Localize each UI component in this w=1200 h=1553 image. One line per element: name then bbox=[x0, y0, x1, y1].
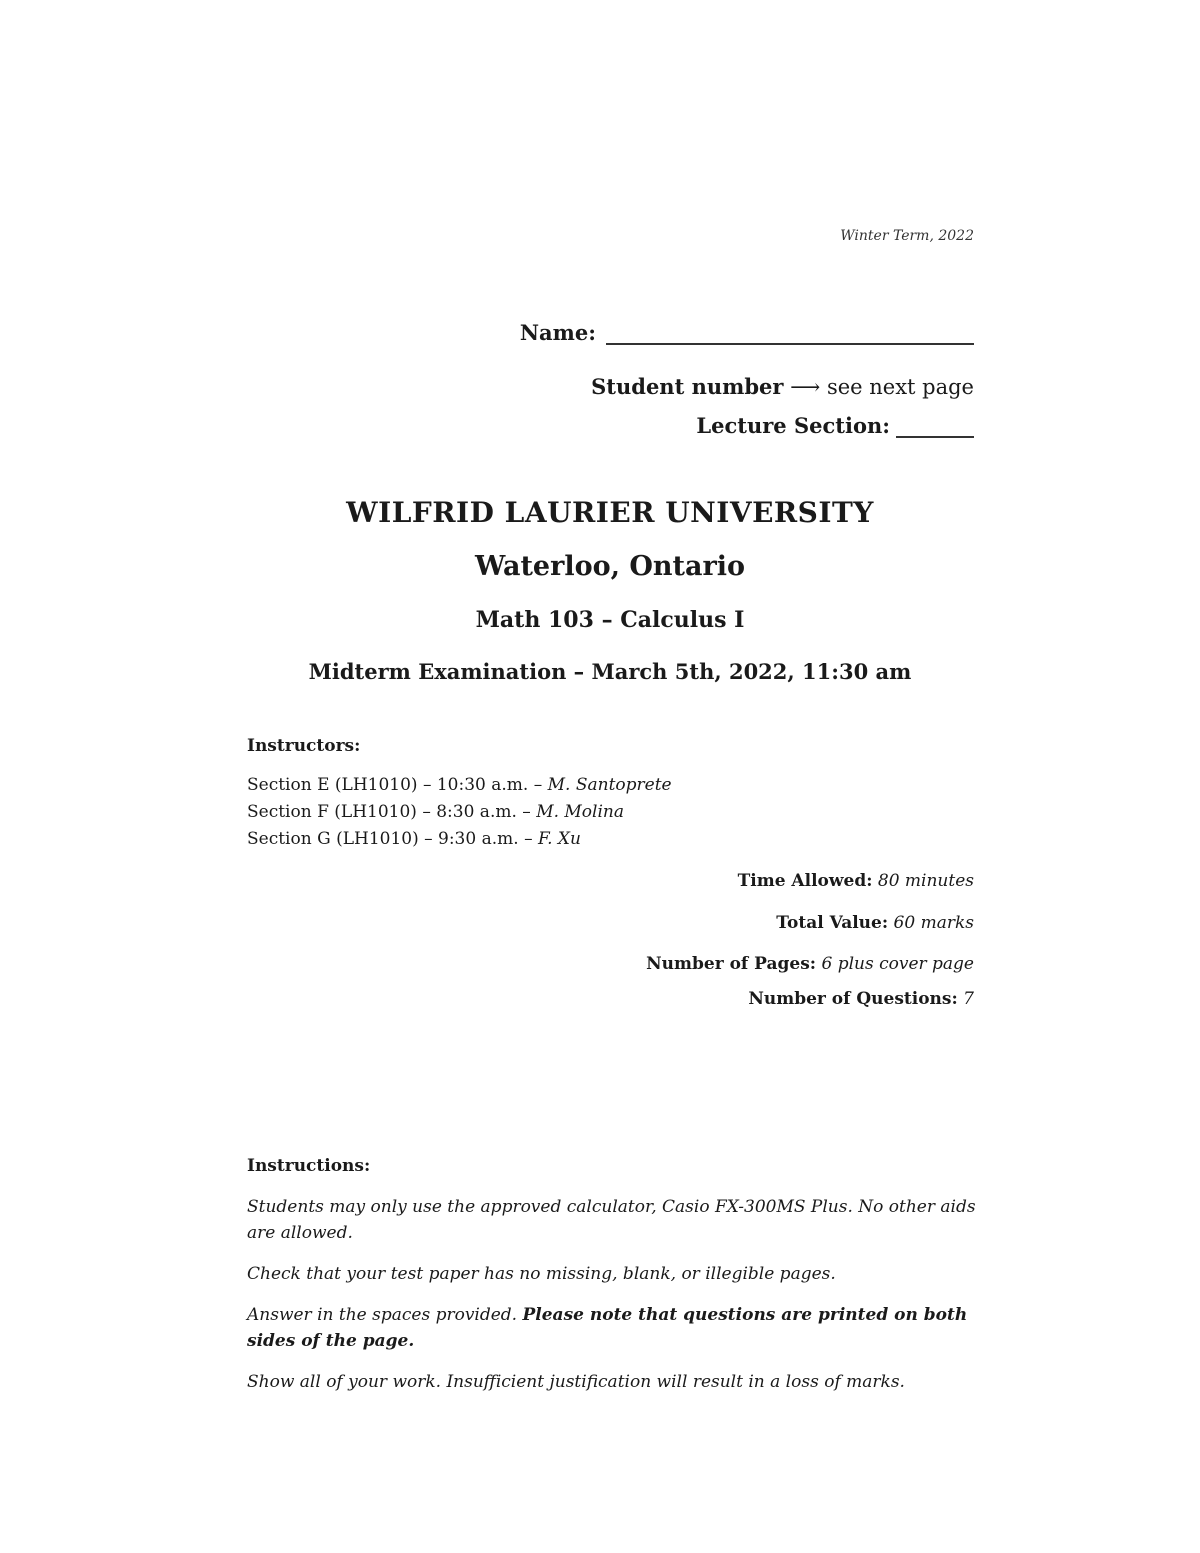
total-value-value: 60 marks bbox=[893, 913, 974, 933]
section-f-row bbox=[247, 799, 672, 826]
name-blank-line[interactable] bbox=[606, 323, 974, 345]
section-g-instructor: F. Xu bbox=[537, 829, 581, 849]
lecture-section-field bbox=[696, 413, 974, 438]
instruction-answer-spaces bbox=[247, 1302, 977, 1354]
instruction-answer-bold: Please note that questions are printed on both sides of the page. bbox=[247, 1305, 968, 1351]
instruction-answer-plain: Answer in the spaces provided. bbox=[247, 1305, 523, 1325]
section-e-text: Section E (LH1010) – 10:30 a.m. – bbox=[247, 775, 548, 795]
instruction-check-pages: Check that your test paper has no missing, blank, or illegible pages. bbox=[247, 1264, 836, 1284]
section-e-row bbox=[247, 772, 672, 799]
term-label: Winter Term, 2022 bbox=[840, 228, 974, 244]
instructor-sections-list bbox=[247, 772, 672, 853]
name-label: Name: bbox=[519, 320, 596, 345]
section-e-instructor: M. Santoprete bbox=[547, 775, 672, 795]
course-title: Math 103 – Calculus I bbox=[475, 607, 745, 633]
section-f-text: Section F (LH1010) – 8:30 a.m. – bbox=[247, 802, 537, 822]
lecture-section-blank-line[interactable] bbox=[896, 418, 974, 438]
number-of-questions-row bbox=[748, 989, 974, 1009]
instructors-heading: Instructors: bbox=[247, 736, 361, 756]
number-of-questions-value: 7 bbox=[963, 989, 974, 1009]
arrow-icon: ⟶ bbox=[790, 375, 821, 399]
student-number-label: Student number bbox=[591, 374, 784, 399]
lecture-section-label: Lecture Section: bbox=[696, 413, 890, 438]
section-g-text: Section G (LH1010) – 9:30 a.m. – bbox=[247, 829, 538, 849]
number-of-pages-row bbox=[646, 954, 974, 974]
number-of-pages-value: 6 plus cover page bbox=[821, 954, 974, 974]
section-g-row bbox=[247, 826, 672, 853]
number-of-pages-label: Number of Pages: bbox=[646, 954, 817, 974]
section-f-instructor: M. Molina bbox=[536, 802, 625, 822]
name-field bbox=[520, 320, 974, 345]
instruction-show-work: Show all of your work. Insufficient justification will result in a loss of marks. bbox=[247, 1372, 905, 1392]
university-title: WILFRID LAURIER UNIVERSITY bbox=[346, 496, 874, 529]
time-allowed-row bbox=[738, 871, 974, 891]
instruction-calculator: Students may only use the approved calculator, Casio FX-300MS Plus. No other aids are allowed. bbox=[247, 1197, 976, 1243]
time-allowed-label: Time Allowed: bbox=[737, 871, 873, 891]
student-number-row bbox=[591, 374, 974, 399]
time-allowed-value: 80 minutes bbox=[877, 871, 974, 891]
instructions-heading: Instructions: bbox=[247, 1156, 371, 1176]
total-value-row bbox=[776, 913, 974, 933]
total-value-label: Total Value: bbox=[776, 913, 889, 933]
instructions-body bbox=[247, 1194, 977, 1410]
exam-title: Midterm Examination – March 5th, 2022, 11:30 am bbox=[308, 659, 912, 684]
location-title: Waterloo, Ontario bbox=[474, 551, 746, 582]
see-next-page-note: see next page bbox=[826, 375, 974, 399]
number-of-questions-label: Number of Questions: bbox=[748, 989, 958, 1009]
